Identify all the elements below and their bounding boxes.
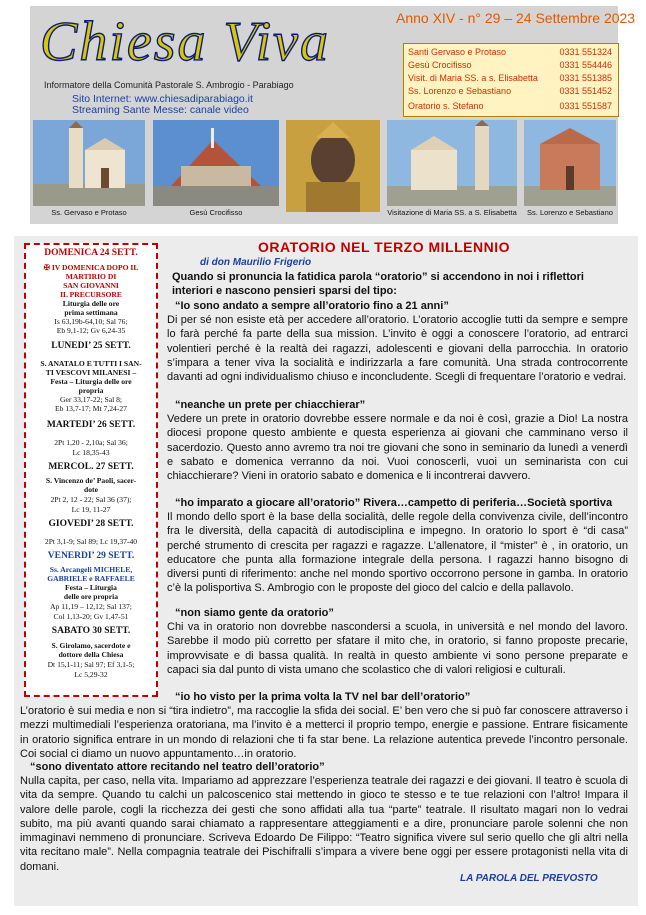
article-title: ORATORIO NEL TERZO MILLENNIO (258, 239, 510, 255)
church-photo-gervaso (33, 120, 145, 206)
photo-caption: Ss. Gervaso e Protaso (51, 208, 127, 217)
day-heading: VENERDI’ 29 SETT. (47, 551, 135, 561)
issue-info: Anno XIV - n° 29 – 24 Settembre 2023 (396, 10, 636, 26)
publisher-info: Informatore della Comunità Pastorale S. Ambrogio - Parabiago (44, 80, 294, 90)
streaming-line: Streaming Sante Messe: canale video (72, 104, 249, 116)
photo-caption: Ss. Lorenzo e Sebastiano (527, 208, 613, 217)
article-paragraph: Vedere un prete in oratorio dovrebbe essere normale e da noi è così, grazie a Dio! La nostra diocesi propone questo ambiente e questa esperienza ai giovani che camminano verso il sacerdozio. Questo anno avremo tra noi tre giovani che sono in seminario da lunedì a venerdì e sabato e domenica verranno da noi. Vuoi conoscerli, vuoi un seminarista con cui chiacchierare? Vieni in oratorio sabato e domenica e li incontrerai davvero. (167, 413, 628, 483)
church-photo-lorenzo (524, 120, 616, 206)
article-quote: “ho imparato a giocare all’oratorio” Rivera…campetto di periferia…Società sportiva (175, 497, 613, 509)
church-photo-visitazione (387, 120, 517, 206)
day-heading: DOMENICA 24 SETT. (44, 248, 138, 258)
article-paragraph: L’oratorio è sui media e non si “tira indietro”, ma raccoglie la sfida dei social. E’ ben vero che si può far conoscere attraverso i mezzi multimediali l’esperienza oratoriana, ma l’invito è a metterci il proprio tempo, energie e passione. Entrare fisicamente in oratorio significa entrare in un mondo di relazioni che ti fa star bene. La relazione autentica prevede l’incontro personale. Coi social ci diamo un nuovo appuntamento…in oratorio. (20, 705, 628, 760)
day-heading: LUNEDI’ 25 SETT. (51, 341, 131, 351)
phone-row: Ss. Lorenzo e Sebastiano 0331 551452 (408, 86, 612, 96)
article-quote: “non siamo gente da oratorio” (175, 607, 334, 619)
phone-row: Oratorio s. Stefano 0331 551587 (408, 101, 612, 111)
article-signature: LA PAROLA DEL PREVOSTO (460, 873, 598, 884)
liturgy-calendar: DOMENICA 24 SETT. ✠ IV DOMENICA DOPO IL MARTIRIO DI SAN GIOVANNI IL PRECURSORE Liturgia delle ore prima settimana Is 63,19b-64,10; Sal 76; Eb 9,1-12; Gv 6,24-35 LUNEDI’ 25 SETT. S. ANATALO E TUTTI I SAN- TI VESCOVI MILANESI – Festa – Liturgia delle ore propria Ger 33,17-22; Sal 8; Eb 13,7-17; Mt 7,24-27 MARTEDI’ 26 SETT. 2Pt 1,20 - 2,10a; Sal 36; Lc 18,35-43 MERCOL. 27 SETT. S. Vincenzo de’ Paoli, sacer- dote 2Pt 2, 12 - 22; Sal 36 (37); Lc 19, 11-27 GIOVEDI’ 28 SETT. 2Pt 3,1-9; Sal 89; Lc 19,37-40 VENERDI’ 29 SETT. Ss. Arcangeli MICHELE, GABRIELE e RAFFAELE Festa – Liturgia delle ore propria Ap 11,19 – 12,12; Sal 137; Col 1,13-20; Gv 1,47-51 SABATO 30 SETT. S. Girolamo, sacerdote e dottore della Chiesa Dt 15,1-11; Sal 97; Ef 3,1-5; Lc 5,29-32 (24, 243, 158, 697)
phone-row: Gesù Crocifisso 0331 554446 (408, 60, 612, 70)
article-paragraph: Di per sé non esiste età per accedere all’oratorio. L’oratorio accoglie tutti da sempre e sempre lo farà perché fa parte della sua mission. L’invito è oggi a conoscere l’oratorio, ad entrarci volentieri perché è la realtà dei ragazzi, adolescenti e giovani della parrocchia. In oratorio s’impara a tener viva la socialità e indirizzarla a fare comunità. Una strada controcorrente davanti ad ogni individualismo chiuso e inconcludente. Scegli di frequentare l’oratorio e vedrai. (167, 314, 628, 384)
photo-caption: Visitazione di Maria SS. a S. Elisabetta (387, 208, 517, 217)
article-quote: “Io sono andato a sempre all’oratorio fino a 21 anni” (175, 300, 449, 312)
day-heading: MERCOL. 27 SETT. (48, 462, 134, 472)
day-heading: GIOVEDI’ 28 SETT. (48, 519, 134, 529)
article-intro: Quando si pronuncia la fatidica parola “oratorio” si accendono in noi i riflettori interiori e nascono pensieri sparsi del tipo: (172, 271, 584, 298)
article-quote: “io ho visto per la prima volta la TV nel bar dell’oratorio” (175, 691, 471, 703)
phone-box (403, 43, 619, 117)
article-paragraph: Nulla capita, per caso, nella vita. Impariamo ad apprezzare l’esperienza teatrale dei ragazzi e dei giovani. Il teatro è scuola di vita da sempre. Quando tu calchi un palcoscenico stai mettendo in gioco te stesso e te tue relazioni con l’altro! Impara il valore delle parole, cogli la ricchezza dei gesti che sono affidati alla tua “parte” teatrale. Il risultato magari non lo vedrai subito, ma più avanti quando sarai chiamato a rappresentare atteggiamenti e a dire, pronunciare parole solenni che non immaginavi nemmeno di pronunciare. Scriveva Edoardo De Filippo: “Teatro significa vivere sul serio quello che gli altri nella vita recitano male”. Nella compagnia teatrale dei Pischifralli s’impara a vivere bene oggi per essere protagonisti nella vita di domani. (20, 775, 628, 873)
phone-row: Visit. di Maria SS. a s. Elisabetta 0331 551385 (408, 73, 612, 83)
day-heading: SABATO 30 SETT. (51, 626, 131, 636)
website-link[interactable]: www.chiesadiparabiago.it (134, 93, 253, 105)
website-block (72, 94, 253, 116)
church-photo-crocifisso (153, 120, 279, 206)
phone-row: Santi Gervaso e Protaso 0331 551324 (408, 47, 612, 57)
photo-caption: Gesù Crocifisso (189, 208, 243, 217)
saint-icon-image (286, 120, 380, 212)
day-heading: MARTEDI’ 26 SETT. (46, 420, 136, 430)
article-paragraph: Chi va in oratorio non dovrebbe nascondersi a scuola, in università e nel mondo del lavoro. Sarebbe il modo più corretto per sfatare il mito che, in oratorio, si fanno proposte precarie, improvvisate e di bassa qualità. In realtà in questo ambiente vi sono persone preparate e capaci sia dal punto di vista umano che scolastico che di valori religiosi e culturali. (167, 621, 628, 676)
article-quote: “sono diventato attore recitando nel teatro dell’oratorio” (30, 761, 325, 773)
article-paragraph: Il mondo dello sport è la base della socialità, delle regole della convivenza civile, dell’incontro fra le diversità, della capacità di autodisciplina e impegno. In oratorio lo sport è “di casa” perché strumento di crescita per ragazzi e ragazze. L’allenatore, il “mister” è , in oratorio, un educatore che punta alla formazione integrale della persona. I ragazzi hanno bisogno di diversi punti di riferimento: anche nel mondo sportivo occorrono persone in gamba. In oratorio c’è la polisportiva S. Ambrogio con le proposte del gioco del calcio e della pallavolo. (167, 511, 628, 595)
article-quote: “neanche un prete per chiacchierar” (175, 399, 366, 411)
newsletter-title: Chiesa Viva (40, 11, 331, 73)
article-byline: di don Maurilio Frigerio (200, 257, 312, 268)
website-line: Sito Internet: www.chiesadiparabiago.it (72, 93, 253, 105)
